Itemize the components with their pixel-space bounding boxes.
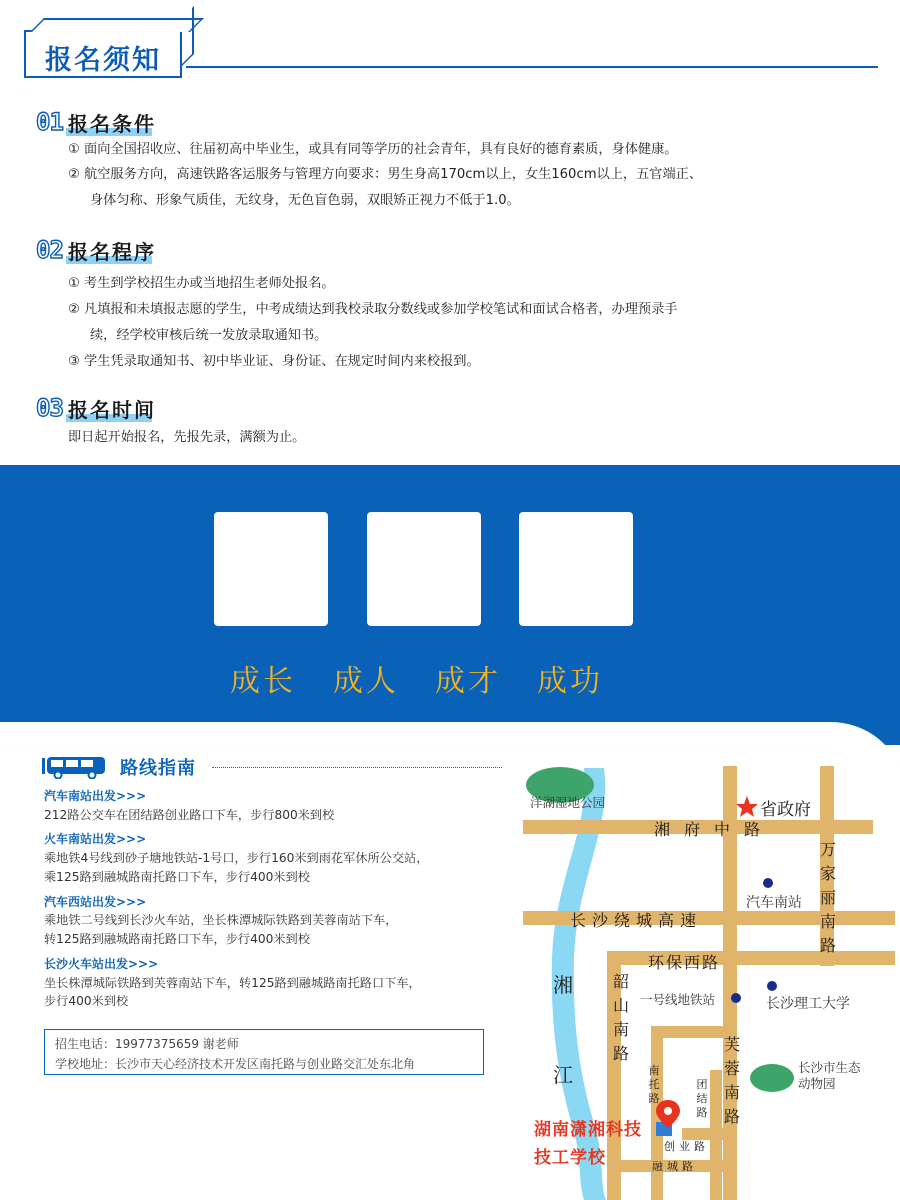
bus-station-dot (763, 878, 773, 888)
map-label-school: 湖南潇湘科技技工学校 (534, 1120, 642, 1168)
route-4-line-2: 步行400米到校 (44, 994, 129, 1008)
section-3-line-1: 即日起开始报名，先报先录，满额为止。 (68, 430, 306, 445)
location-pin-dot (664, 1107, 672, 1115)
section-1-line-1: ① 面向全国招收应、往届初高中毕业生，或具有同等学历的社会青年，具有良好的德育素质，身体健康。 (68, 142, 678, 157)
section-2-line-2: ② 凡填报和未填报志愿的学生，中考成绩达到我校录取分数线或参加学校笔试和面试合格者，办理预录手 (68, 302, 678, 317)
road-tuanjie (710, 1070, 722, 1200)
route-3-line-2: 转125路到融城路南托路口下车，步行400米到校 (44, 932, 310, 946)
contact-address: 学校地址：长沙市天心经济技术开发区南托路与创业路交汇处东北角 (55, 1057, 416, 1071)
section-2-line-3: 续，经学校审核后统一发放录取通知书。 (90, 328, 328, 343)
map-road-tuanjie: 团结路 (696, 1078, 708, 1119)
route-4-heading: 长沙火车站出发>>> (44, 957, 159, 971)
university-dot (767, 981, 777, 991)
section-2-line-1: ① 考生到学校招生办或当地招生老师处报名。 (68, 276, 335, 291)
section-1-line-2: ② 航空服务方向，高速铁路客运服务与管理方向要求：男生身高170cm以上，女生160cm以上，五官端正、 (68, 167, 703, 182)
route-guide-title: 路线指南 (120, 758, 196, 779)
route-4-line-1: 坐长株潭城际铁路到芙蓉南站下车，转125路到融城路南托路口下车， (44, 976, 421, 990)
section-1-line-3: 身体匀称、形象气质佳，无纹身，无色盲色弱，双眼矫正视力不低于1.0。 (90, 193, 520, 208)
map-road-shaoshan: 韶山南路 (612, 972, 629, 1063)
slogan-1: 成长 (230, 664, 296, 699)
section-1-number: 01 (36, 108, 63, 136)
contact-phone: 招生电话：19977375659 谢老师 (55, 1037, 239, 1051)
park-zoo (750, 1064, 794, 1092)
map-road-wanjiali: 万家丽南路 (819, 840, 836, 955)
map-label-river: 湘江 (553, 973, 573, 1087)
section-3-number: 03 (36, 394, 63, 422)
map-label-metro: 一号线地铁站 (640, 992, 716, 1007)
route-2-line-2: 乘125路到融城路南托路口下车，步行400米到校 (44, 870, 310, 884)
page-title: 报名须知 (45, 45, 161, 76)
section-2-title: 报名程序 (68, 240, 156, 264)
map-road-ring: 长沙绕城高速 (570, 911, 703, 930)
star-icon (736, 796, 758, 817)
route-2-line-1: 乘地铁4号线到砂子塘地铁站-1号口，步行160米到雨花军休所公交站， (44, 851, 429, 865)
map-label-university: 长沙理工大学 (766, 996, 850, 1012)
route-3-heading: 汽车西站出发>>> (44, 895, 147, 909)
section-1-title: 报名条件 (68, 112, 156, 136)
route-3-line-1: 乘地铁二号线到长沙火车站，坐长株潭城际铁路到芙蓉南站下车， (44, 913, 398, 927)
map-label-park: 洋湖湿地公园 (530, 795, 606, 810)
map-label-bus-station: 汽车南站 (746, 895, 802, 911)
slogan-4: 成功 (537, 664, 603, 699)
route-1-heading: 汽车南站出发>>> (44, 789, 147, 803)
route-2-heading: 火车南站出发>>> (44, 832, 147, 846)
map-label-zoo: 长沙市生态动物园 (798, 1060, 861, 1091)
map-road-chuangye: 创业路 (664, 1140, 709, 1153)
section-3-title: 报名时间 (68, 398, 156, 422)
section-2-number: 02 (36, 236, 63, 264)
slogan-3: 成才 (435, 664, 501, 699)
slogan-2: 成人 (333, 664, 399, 699)
map-road-rongcheng: 融城路 (652, 1160, 697, 1173)
route-1-line-1: 212路公交车在团结路创业路口下车，步行800米到校 (44, 808, 335, 822)
map-road-nantuo: 南托路 (648, 1064, 660, 1105)
map-road-xiangfu: 湘府中路 (654, 820, 775, 839)
map-road-furong: 芙蓉南路 (723, 1035, 740, 1126)
map-road-huanbao: 环保西路 (648, 953, 721, 972)
metro-dot (731, 993, 741, 1003)
map-label-gov: 省政府 (760, 800, 811, 820)
section-2-line-4: ③ 学生凭录取通知书、初中毕业证、身份证、在规定时间内来校报到。 (68, 354, 480, 369)
